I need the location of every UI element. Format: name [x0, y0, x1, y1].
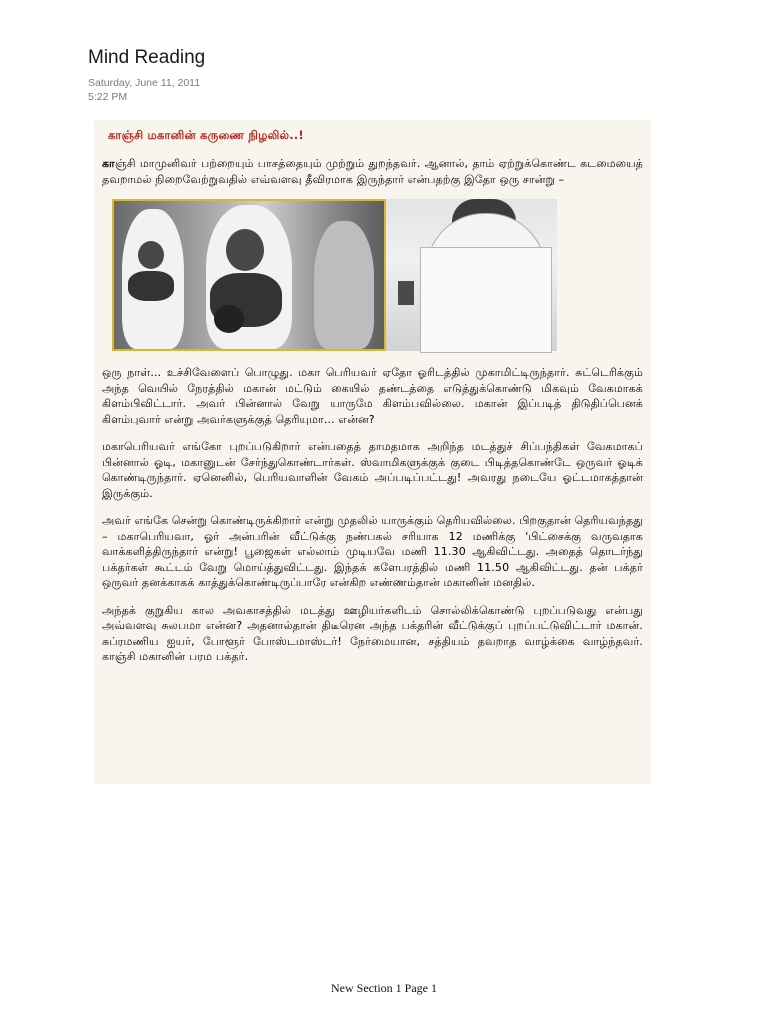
kamandalu	[214, 305, 244, 333]
page-time: 5:22 PM	[88, 91, 128, 103]
intro-paragraph	[102, 156, 643, 187]
intro-lead: கா	[102, 157, 115, 170]
temple-wall	[420, 247, 552, 353]
photo-temple	[386, 199, 557, 351]
figure-background	[314, 221, 374, 349]
photo-saints	[112, 199, 386, 351]
article-photo	[112, 199, 557, 351]
page-meta	[88, 76, 200, 104]
page-footer: New Section 1 Page 1	[331, 981, 437, 995]
article-title: காஞ்சி மகானின் கருணை நிழலில்..!	[108, 128, 304, 142]
garland-left	[128, 271, 174, 301]
article-clipping	[94, 120, 651, 784]
face-right	[226, 229, 264, 271]
temple-signboard	[398, 281, 414, 305]
paragraph-2: மகாபெரியவர் எங்கோ புறப்படுகிறார் என்பதைத் தாமதமாக அறிந்த மடத்துச் சிப்பந்திகள் வேகமாகப் பின்னால் ஓடி, மகானுடன் சேர்ந்துகொண்டார்கள். ஸ்வாமிகளுக்குக் குடை பிடித்தகொண்டே ஒருவர் ஓடிக் கொண்டிருந்தார். ஏனெனில், பெரியவாளின் வேகம் அப்படிப்பட்டது! அவரது நடையே ஓட்டமாகத்தான் இருக்கும்.	[102, 440, 643, 500]
page-title: Mind Reading	[88, 47, 206, 68]
paragraph-1: ஒரு நாள்... உச்சிவேளைப் பொழுது. மகா பெரியவர் ஏதோ ஓரிடத்தில் முகாமிட்டிருந்தார். சுட்டெரிக்கும் அந்த வெயில் நேரத்தில் மகான் மட்டும் கையில் தண்டத்தை எடுத்துக்கொண்டு மிகவும் வேகமாகக் கிளம்பிவிட்டார். அவர் பின்னால் வேறு யாருமே கிளம்பவில்லை. மகான் இப்படித் திடுதிப்பெனக் கிளம்புவார் என்று அவர்களுக்குத் தெரியுமா... என்ன?	[102, 366, 643, 426]
intro-text: ஞ்சி மாமுனிவர் பற்றையும் பாசத்தையும் முற்றும் துறந்தவர். ஆனால், தாம் ஏற்றுக்கொண்ட கடமையைத் தவறாமல் நிறைவேற்றுவதில் எவ்வளவு தீவிரமாக இருந்தார் என்பதற்கு இதோ ஒரு சான்று –	[102, 157, 643, 186]
face-left	[138, 241, 164, 269]
paragraph-4: அந்தக் குறுகிய கால அவகாசத்தில் மடத்து ஊழியர்களிடம் சொல்லிக்கொண்டு புறப்படுவது என்பது அவ்வளவு சுலபமா என்ன? அதனால்தான் திடீரென அந்த பக்தரின் வீட்டுக்குப் புறப்பட்டுவிட்டார் மகான். சுப்ரமணிய ஐயர், போளூர் போஸ்டமாஸ்டர்! நேர்மையான, சத்தியம் தவறாத வாழ்க்கை வாழ்ந்தவர். காஞ்சி மகானின் பரம பக்தர்.	[102, 603, 643, 663]
paragraph-3: அவர் எங்கே சென்று கொண்டிருக்கிறார் என்று முதலில் யாருக்கும் தெரியவில்லை. பிறகுதான் தெரியவந்தது – மகாபெரியவா, ஓர் அன்பரின் வீட்டுக்கு நண்பகல் சரியாக 12 மணிக்கு 'பிட்சைக்கு வருவதாக வாக்களித்திருந்தார் என்று! பூஜைகள் எல்லாம் முடியவே மணி 11.30 ஆகிவிட்டது. அதைத் தொடர்ந்து பக்தர்கள் கூட்டம் வேறு மொய்த்துவிட்டது. இந்தக் களேபரத்தில் மணி 11.50 ஆகிவிட்டது. தன் பக்தர் ஒருவர் தனக்காகக் காத்துக்கொண்டிருப்பாரே என்கிற எண்ணம்தான் மகானின் மனதில்.	[102, 514, 643, 589]
page-date: Saturday, June 11, 2011	[88, 77, 201, 89]
